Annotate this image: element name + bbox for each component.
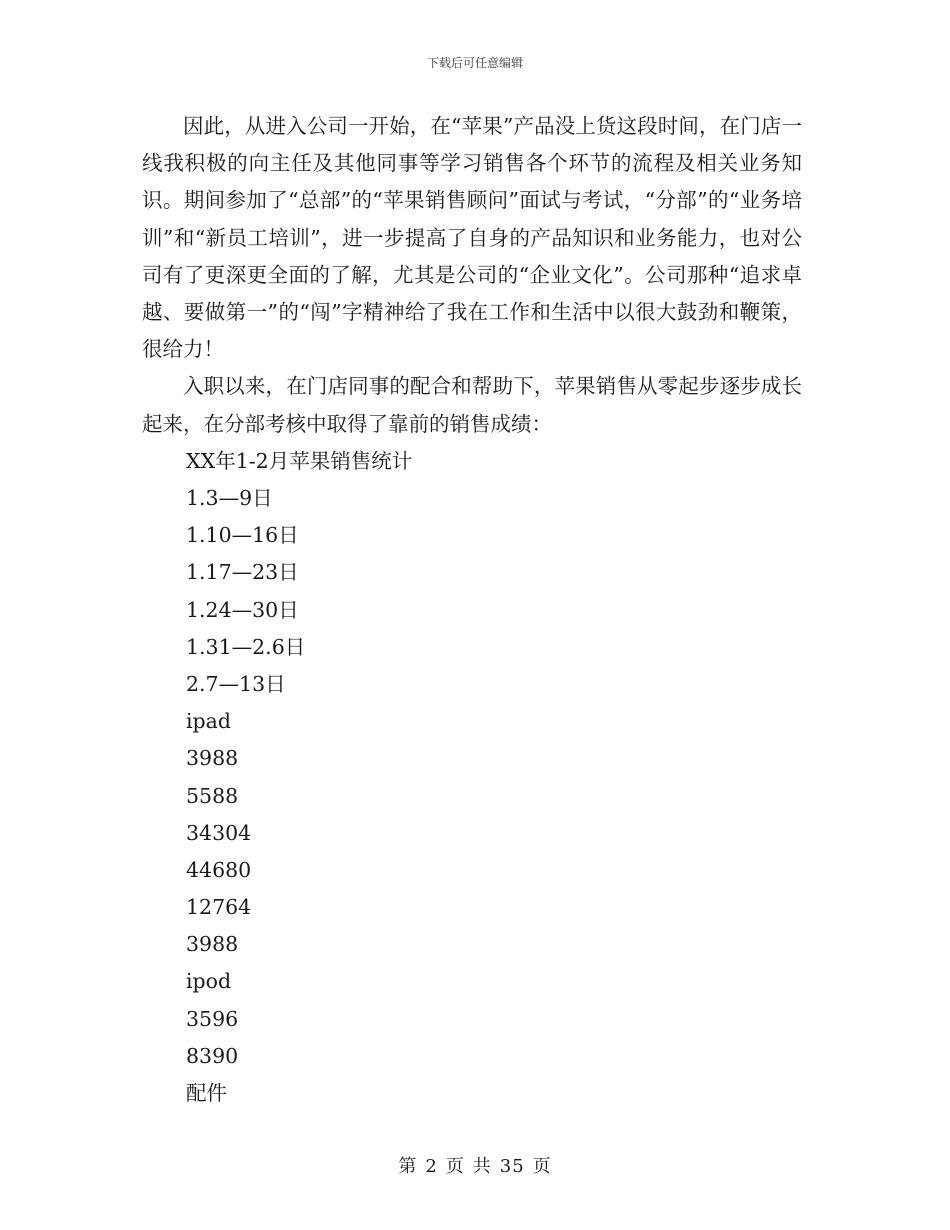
footer-page-number: 2: [425, 1156, 438, 1177]
list-item: 34304: [186, 820, 252, 845]
list-item: 配件: [186, 1081, 227, 1106]
list-item: 1.31—2.6日: [186, 634, 306, 659]
footer-page-word: 页: [445, 1156, 465, 1177]
list-item: 12764: [186, 895, 252, 920]
list-item: 1.10—16日: [186, 523, 299, 548]
list-item: 3988: [186, 932, 239, 957]
document-body: [142, 108, 802, 1112]
list-item: ipod: [186, 969, 232, 994]
header-note: 下载后可任意编辑: [426, 56, 523, 70]
list-item: 3596: [186, 1006, 239, 1031]
list-item: 3988: [186, 746, 239, 771]
footer-suffix: 页: [532, 1156, 552, 1177]
list-item: 1.24—30日: [186, 597, 299, 622]
page-footer: [0, 1152, 950, 1178]
list-item: ipad: [186, 709, 232, 734]
list-item: 2.7—13日: [186, 671, 286, 696]
list-item: 44680: [186, 857, 252, 882]
list-item: 5588: [186, 783, 239, 808]
sales-statistics-list: [142, 443, 802, 1112]
list-item: 1.17—23日: [186, 560, 299, 585]
footer-prefix: 第: [398, 1156, 418, 1177]
paragraph-training: 因此，从进入公司一开始，在“苹果”产品没上货这段时间，在门店一线我积极的向主任及其他同事等学习销售各个环节的流程及相关业务知识。期间参加了“总部”的“苹果销售顾问”面试与考试，“分部”的“业务培训”和“新员工培训”，进一步提高了自身的产品知识和业务能力，也对公司有了更深更全面的了解，尤其是公司的“企业文化”。公司那种“追求卓越、要做第一”的“闯”字精神给了我在工作和生活中以很大鼓劲和鞭策，很给力！: [142, 114, 802, 362]
list-item: 1.3—9日: [186, 486, 273, 511]
footer-total-word: 共: [472, 1156, 492, 1177]
paragraph-sales-intro: 入职以来，在门店同事的配合和帮助下，苹果销售从零起步逐步成长起来，在分部考核中取得了靠前的销售成绩：: [142, 374, 802, 436]
list-item: 8390: [186, 1043, 239, 1068]
sales-table-title: XX年1-2月苹果销售统计: [186, 448, 413, 473]
footer-total-pages: 35: [499, 1156, 525, 1177]
